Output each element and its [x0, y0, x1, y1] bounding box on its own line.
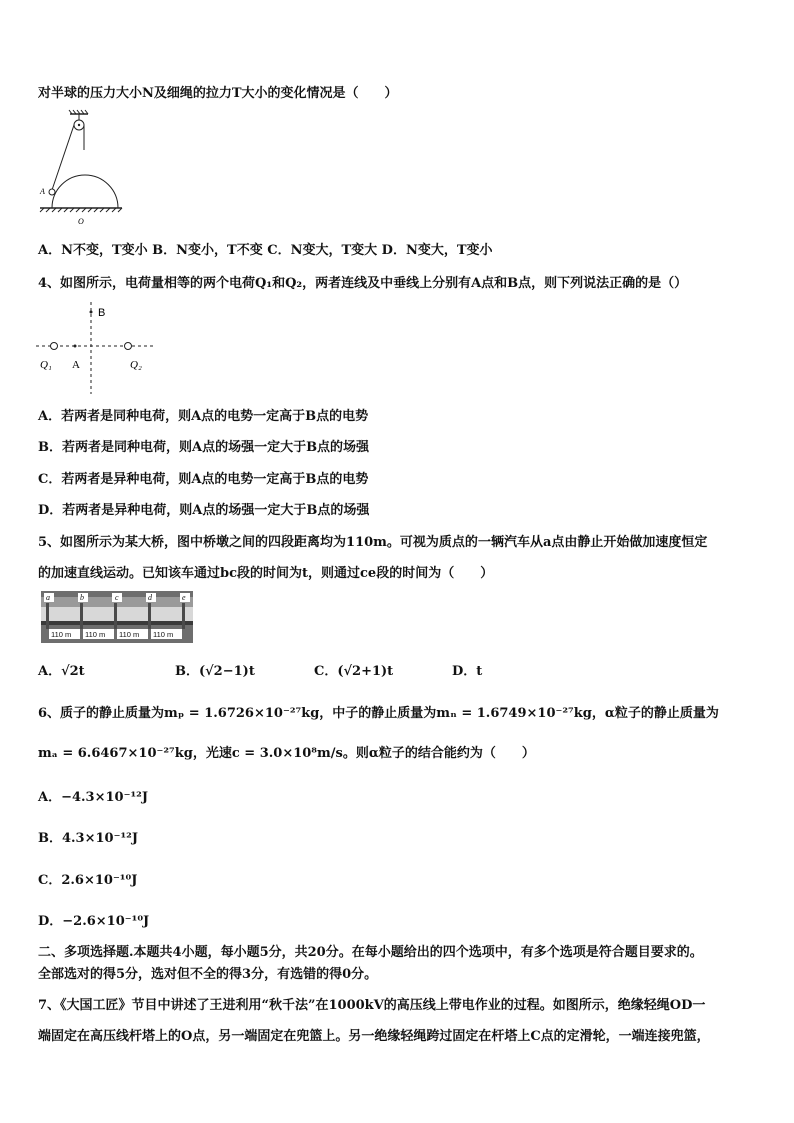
- q3-stem: 对半球的压力大小N及细绳的拉力T大小的变化情况是（ ）: [38, 86, 398, 101]
- q5-span-1: 110 m: [51, 630, 72, 639]
- q5-point-b: b: [80, 593, 84, 602]
- q5-option-c: C．(√2+1)t: [314, 664, 394, 679]
- q5-stem-line1: 5、如图所示为某大桥，图中桥墩之间的四段距离均为110m。可视为质点的一辆汽车从a点由静止开始做加速度恒定: [38, 535, 708, 550]
- q5-bridge-figure: [41, 591, 193, 643]
- q7-line1: 7、《大国工匠》节目中讲述了王进利用“秋千法”在1000kV的高压线上带电作业的过程。如图所示，绝缘轻绳OD一: [38, 998, 706, 1013]
- q5-point-d: d: [148, 593, 152, 602]
- q5-point-c: c: [115, 593, 119, 602]
- q4-option-b: B．若两者是同种电荷，则A点的场强一定大于B点的场强: [38, 440, 370, 455]
- q5-point-e: e: [182, 593, 186, 602]
- q5-option-a: A．√2t: [38, 664, 85, 679]
- section2-line1: 二、多项选择题.本题共4小题，每小题5分，共20分。在每小题给出的四个选项中，有多个选项是符合题目要求的。: [38, 945, 703, 960]
- q3-hemisphere-figure: [36, 108, 126, 226]
- q4-option-d: D．若两者是异种电荷，则A点的场强一定大于B点的场强: [38, 503, 370, 518]
- q6-stem-line2: mₐ = 6.6467×10⁻²⁷kg，光速c = 3.0×10⁸m/s。则α粒子的结合能约为（ ）: [38, 746, 535, 761]
- q5-option-d: D．t: [452, 664, 483, 679]
- q4-charges-figure: [36, 300, 166, 396]
- q6-option-b: B．4.3×10⁻¹²J: [38, 831, 138, 846]
- q3-label-a: A: [40, 187, 45, 196]
- q5-point-a: a: [46, 593, 50, 602]
- q4-stem: 4、如图所示，电荷量相等的两个电荷Q₁和Q₂，两者连线及中垂线上分别有A点和B点，则下列说法正确的是（）: [38, 276, 688, 291]
- q5-span-2: 110 m: [85, 630, 106, 639]
- q6-option-a: A．−4.3×10⁻¹²J: [38, 790, 148, 805]
- q4-option-a: A．若两者是同种电荷，则A点的电势一定高于B点的电势: [38, 409, 369, 424]
- q3-label-o: O: [78, 217, 84, 226]
- section2-line2: 全部选对的得5分，选对但不全的得3分，有选错的得0分。: [38, 967, 378, 982]
- q4-label-b: B: [98, 307, 106, 319]
- q6-option-c: C．2.6×10⁻¹⁰J: [38, 873, 138, 888]
- q4-option-c: C．若两者是异种电荷，则A点的电势一定高于B点的电势: [38, 472, 369, 487]
- q4-label-a: A: [72, 359, 80, 371]
- q5-span-3: 110 m: [119, 630, 140, 639]
- q6-stem-line1: 6、质子的静止质量为mₚ = 1.6726×10⁻²⁷kg，中子的静止质量为mₙ = 1.6749×10⁻²⁷kg，α粒子的静止质量为: [38, 706, 719, 721]
- q3-options: A．N不变，T变小 B．N变小，T不变 C．N变大，T变大 D．N变大，T变小: [38, 243, 493, 258]
- q5-stem-line2: 的加速直线运动。已知该车通过bc段的时间为t，则通过ce段的时间为（ ）: [38, 566, 494, 581]
- q5-span-4: 110 m: [153, 630, 174, 639]
- q6-option-d: D．−2.6×10⁻¹⁰J: [38, 914, 150, 929]
- q4-label-q2: Q₂: [130, 359, 142, 371]
- q4-label-q1: Q₁: [40, 359, 52, 371]
- q7-line2: 端固定在高压线杆塔上的O点，另一端固定在兜篮上。另一绝缘轻绳跨过固定在杆塔上C点的定滑轮，一端连接兜篮，: [38, 1029, 710, 1044]
- q5-option-b: B．(√2−1)t: [175, 664, 255, 679]
